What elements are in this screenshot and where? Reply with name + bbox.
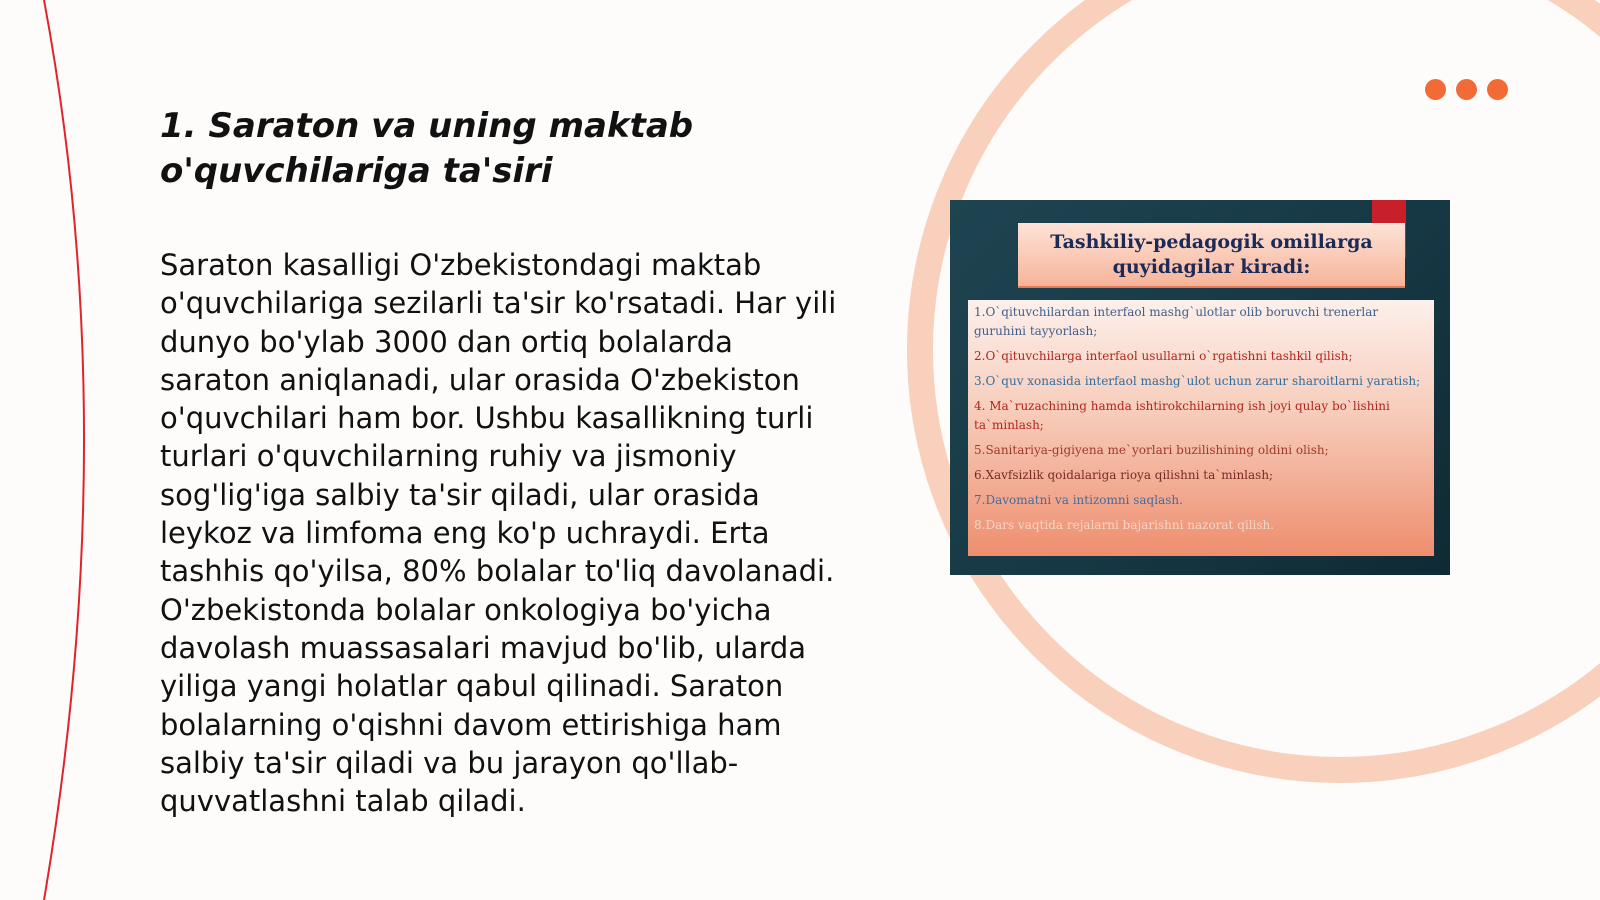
left-accent-line	[44, 0, 84, 900]
slide-image	[950, 200, 1450, 575]
body-paragraph: Saraton kasalligi O'zbekistondagi maktab o'quvchilariga sezilarli ta'sir ko'rsatadi. Har yili dunyo bo'ylab 3000 dan ortiq bolalarda saraton aniqlanadi, ular orasida O'zbekiston o'quvchilari ham bor. Ushbu kasallikning turli turlari o'quvchilarning ruhiy va jismoniy sog'lig'iga salbiy ta'sir qiladi, ular orasida leykoz va limfoma eng ko'p uchraydi. Erta tashhis qo'yilsa, 80% bolalar to'liq davolanadi. O'zbekistonda bolalar onkologiya bo'yicha davolash muassasalari mavjud bo'lib, ularda yiliga yangi holatlar qabul qilinadi. Saraton bolalarning o'qishni davom ettirishiga ham salbiy ta'sir qiladi va bu jarayon qo'llab-quvvatlashni talab qiladi.	[160, 248, 837, 819]
slide-list-item: 3.O`quv xonasida interfaol mashg`ulot uchun zarur sharoitlarni yaratish;	[974, 374, 1421, 388]
slide-list-item: 8.Dars vaqtida rejalarni bajarishni nazorat qilish.	[974, 518, 1275, 532]
slide-list-item: 2.O`qituvchilarga interfaol usullarni o`rgatishni tashkil qilish;	[974, 349, 1353, 363]
slide-list-item: 7.Davomatni va intizomni saqlash.	[974, 493, 1183, 507]
dot-2	[1456, 79, 1477, 100]
slide-header-text: Tashkiliy-pedagogik omillarga quyidagilar kiradi:	[1050, 230, 1373, 278]
page-title: 1. Saraton va uning maktab o'quvchilariga ta'siri	[160, 106, 694, 191]
dots-decoration	[1425, 79, 1508, 100]
slide-list	[968, 300, 1434, 556]
slide-list-item: 1.O`qituvchilardan interfaol mashg`ulotlar olib boruvchi trenerlar guruhini tayyorlash;	[974, 305, 1379, 338]
dot-3	[1487, 79, 1508, 100]
dot-1	[1425, 79, 1446, 100]
slide-list-item: 5.Sanitariya-gigiyena me`yorlari buzilishining oldini olish;	[974, 443, 1329, 457]
slide-list-item: 4. Ma`ruzachining hamda ishtirokchilarning ish joyi qulay bo`lishini ta`minlash;	[974, 399, 1390, 432]
slide-list-item: 6.Xavfsizlik qoidalariga rioya qilishni ta`minlash;	[974, 468, 1274, 482]
slide-header	[1018, 223, 1405, 288]
